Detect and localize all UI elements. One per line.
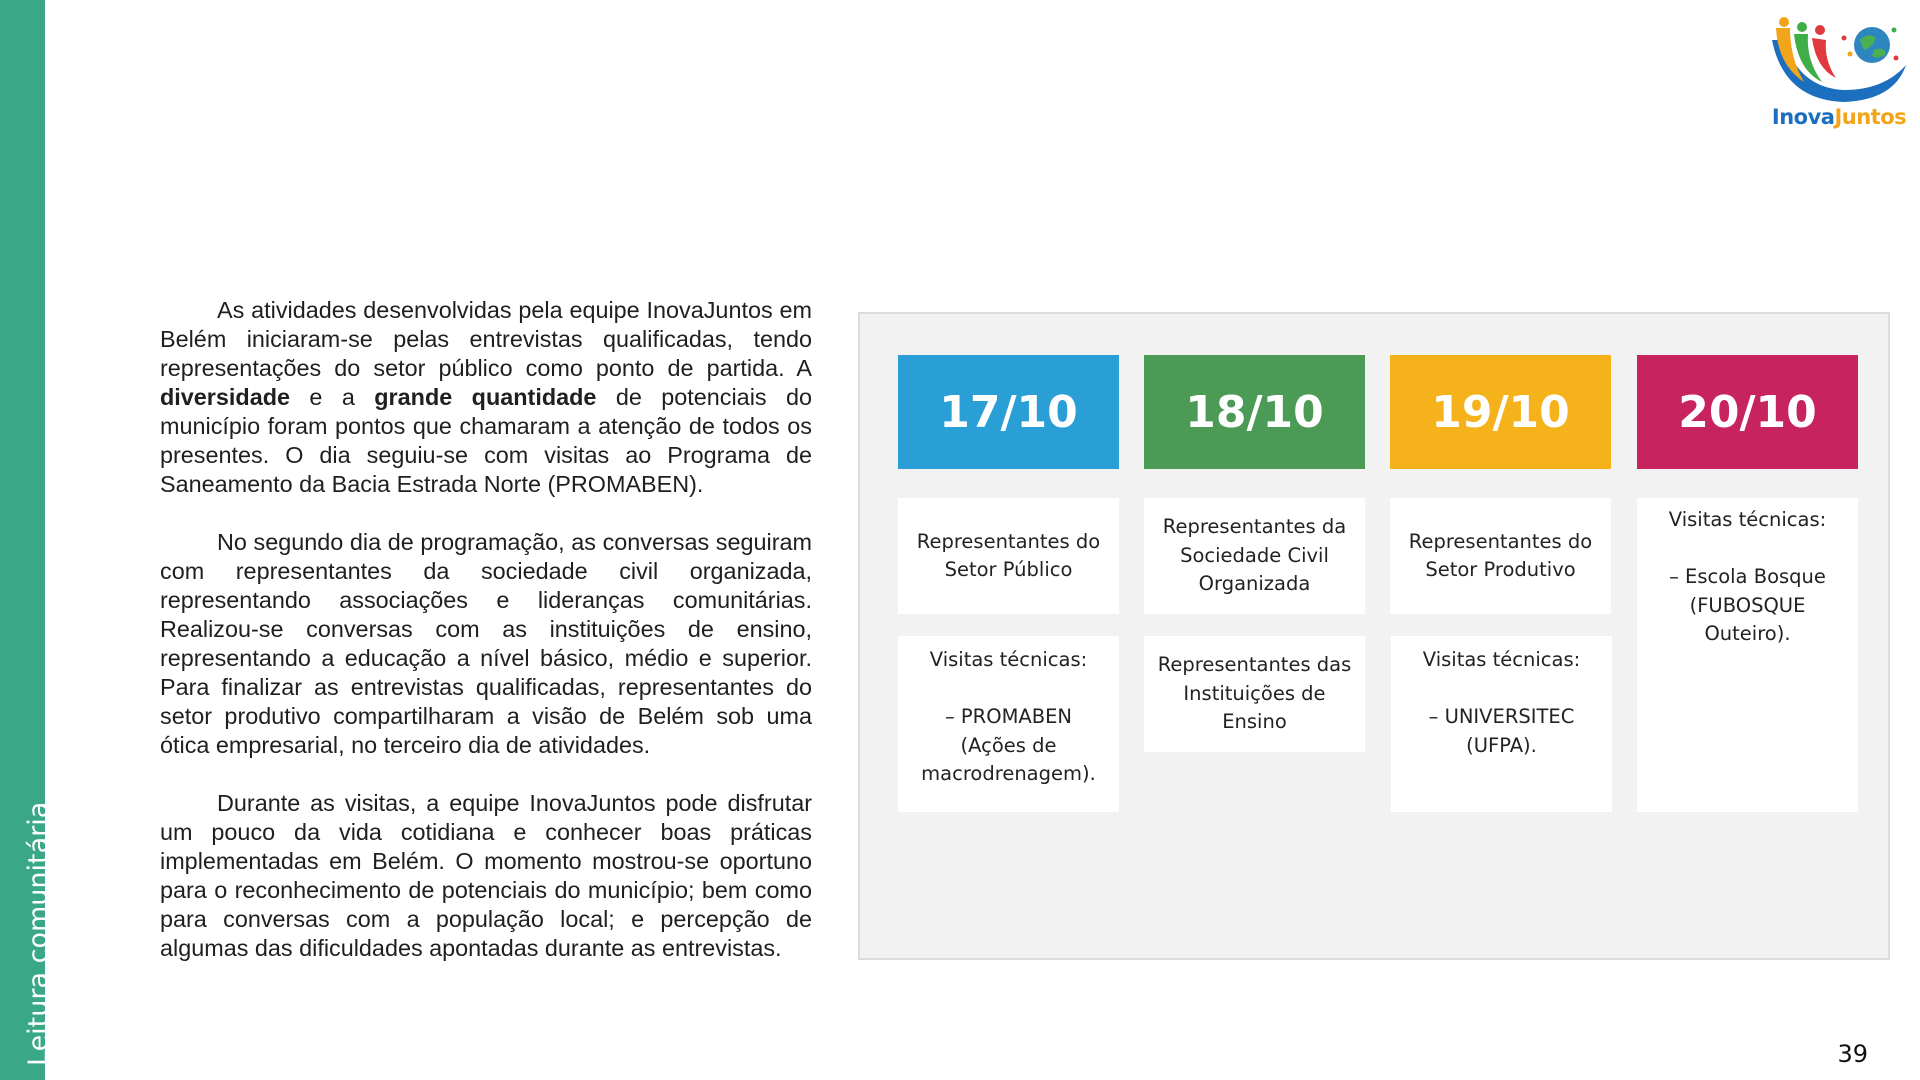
card-line: Organizada (1198, 572, 1311, 596)
card-line: Representantes do (1408, 529, 1593, 553)
card-line: Representantes das (1157, 653, 1352, 677)
card-line: macrodrenagem). (921, 762, 1096, 785)
paragraph-1-bold-2: grande quantidade (374, 384, 597, 410)
section-label: Leitura comunitária (23, 801, 54, 1066)
card-title: Visitas técnicas: (1422, 648, 1581, 671)
date-18-10: 18/10 (1144, 355, 1365, 469)
card-line: (Ações de (960, 733, 1057, 757)
card-line: – Escola Bosque (1669, 565, 1826, 588)
date-20-10: 20/10 (1637, 355, 1858, 469)
date-17-10: 17/10 (898, 355, 1119, 469)
card-19-bottom (1391, 636, 1612, 812)
card-line: Sociedade Civil (1180, 543, 1329, 567)
card-line: Outeiro). (1704, 622, 1791, 645)
card-title: Visitas técnicas: (1668, 508, 1827, 531)
card-line: (UFPA). (1466, 733, 1537, 757)
card-line: (FUBOSQUE (1689, 593, 1806, 617)
card-17-bottom (898, 636, 1119, 812)
page-number: 39 (1837, 1040, 1868, 1068)
card-17-top (898, 498, 1119, 614)
card-line: Instituições de (1183, 681, 1326, 705)
inovajuntos-logo (1764, 10, 1914, 140)
card-line: Representantes da (1162, 515, 1347, 539)
card-19-top (1390, 498, 1611, 614)
paragraph-3: Durante as visitas, a equipe InovaJuntos pode disfrutar um pouco da vida cotidiana e conhecer boas práticas implementadas em Belém. O momento mostrou-se oportuno para o reconhecimento de potenciais do município; bem como para conversas com a população local; e percepção de algumas das dificuldades apontadas durante as entrevistas. (160, 790, 812, 961)
card-line: Setor Público (944, 558, 1073, 581)
card-18-bottom (1144, 636, 1365, 752)
card-line: Setor Produtivo (1425, 558, 1576, 581)
logo-wordmark (1764, 105, 1914, 129)
paragraph-1 (160, 296, 812, 499)
paragraph-1-bold-1: diversidade (160, 384, 291, 410)
card-18-top (1144, 498, 1365, 614)
card-line: Ensino (1222, 710, 1287, 734)
body-text (160, 296, 812, 992)
logo-graphic-icon (1764, 10, 1914, 110)
card-20 (1637, 498, 1858, 812)
card-line: – PROMABEN (944, 705, 1073, 728)
paragraph-1-part-a: As atividades desenvolvidas pela equipe InovaJuntos em Belém iniciaram-se pelas entrevistas qualificadas, tendo representações do setor público como ponto de partida. A (160, 297, 812, 381)
logo-word-juntos: Juntos (1834, 105, 1907, 129)
card-line: – UNIVERSITEC (1428, 705, 1575, 728)
paragraph-2: No segundo dia de programação, as conversas seguiram com representantes da sociedade civil organizada, representando associações e lideranças comunitárias. Realizou-se conversas com as instituições de ensino, representando a educação a nível básico, médio e superior. Para finalizar as entrevistas qualificadas, representantes do setor produtivo compartilharam a visão de Belém sob uma ótica empresarial, no terceiro dia de atividades. (160, 529, 812, 758)
date-19-10: 19/10 (1390, 355, 1611, 469)
paragraph-1-part-b: e a (290, 384, 375, 410)
card-line: Representantes do (916, 529, 1101, 553)
logo-word-inova: Inova (1771, 105, 1835, 129)
card-title: Visitas técnicas: (929, 648, 1088, 671)
paragraph-1-part-c: de potenciais do município foram pontos que chamaram a atenção de todos os presentes. O dia seguiu-se com visitas ao Programa de Saneamento da Bacia Estrada Norte (PROMABEN). (160, 384, 813, 497)
